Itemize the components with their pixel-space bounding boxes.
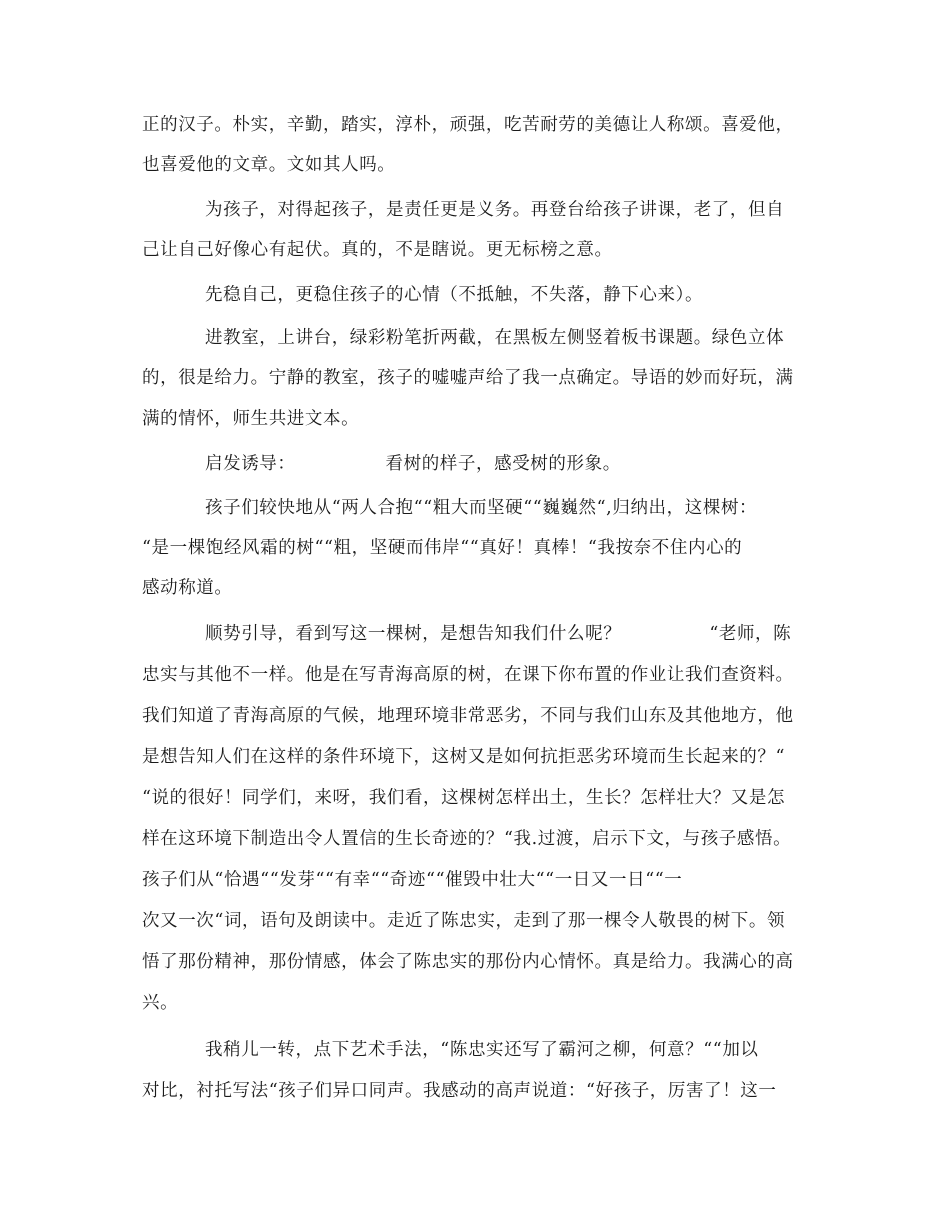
text-line: 样在这环境下制造出令人置信的生长奇迹的？“我.过渡，启示下文，与孩子感悟。	[142, 829, 792, 849]
answer-start: “老师，陈	[709, 624, 792, 644]
text-line: “是一棵饱经风霜的树““粗，坚硬而伟岸““真好！真棒！“我按奈不住内心的	[142, 538, 743, 558]
text-line: 的，很是给力。宁静的教室，孩子的嘘嘘声给了我一点确定。导语的妙而好玩，满	[142, 368, 794, 388]
paragraph-first-line: 进教室，上讲台，绿彩粉笔折两截，在黑板左侧竖着板书课题。绿色立体	[205, 328, 785, 348]
paragraph-first-line: 先稳自己，更稳住孩子的心情（不抵触，不失落，静下心来）。	[205, 285, 704, 305]
paragraph-first-line: 孩子们较快地从“两人合抱““粗大而坚硬““巍巍然“,归纳出，这棵树：	[205, 498, 758, 518]
text-line: 感动称道。	[142, 578, 233, 598]
text-line: 我们知道了青海高原的气候，地理环境非常恶劣，不同与我们山东及其他地方，他	[142, 706, 794, 726]
paragraph-first-line	[205, 623, 791, 645]
text-line: 次又一次“词，语句及朗读中。走近了陈忠实，走到了那一棵令人敬畏的树下。领	[142, 911, 786, 931]
paragraph-first-line: 为孩子，对得起孩子，是责任更是义务。再登台给孩子讲课，老了，但自	[205, 200, 785, 220]
text-line: 正的汉子。朴实，辛勤，踏实，淳朴，顽强，吃苦耐劳的美德让人称颂。喜爱他，	[142, 115, 794, 135]
text-line: 也喜爱他的文章。文如其人吗。	[142, 155, 396, 175]
text-line: 悟了那份精神，那份情感，体会了陈忠实的那份内心情怀。真是给力。我满心的高	[142, 952, 794, 972]
text-line: “说的很好！同学们，来呀，我们看，这棵树怎样出土，生长？怎样壮大？又是怎	[142, 788, 786, 808]
prompt-text: 看树的样子，感受树的形象。	[385, 454, 621, 474]
text-line: 忠实与其他不一样。他是在写青海高原的树，在课下你布置的作业让我们查资料。	[142, 665, 794, 685]
text-line: 对比，衬托写法“孩子们异口同声。我感动的高声说道：“好孩子，厉害了！这一	[142, 1081, 777, 1101]
text-line: 满的情怀，师生共进文本。	[142, 409, 360, 429]
paragraph-first-line: 我稍儿一转，点下艺术手法，“陈忠实还写了霸河之柳，何意？““加以	[205, 1040, 759, 1060]
text-line: 己让自己好像心有起伏。真的，不是瞎说。更无标榜之意。	[142, 240, 613, 260]
question-text: 顺势引导，看到写这一棵树，是想告知我们什么呢？	[205, 624, 622, 644]
text-line: 兴。	[142, 993, 179, 1013]
text-line: 是想告知人们在这样的条件环境下，这树又是如何抗拒恶劣环境而生长起来的？“	[142, 747, 786, 767]
text-line: 孩子们从“恰遇““发芽““有幸““奇迹““催毁中壮大““一日又一日““一	[142, 870, 683, 890]
paragraph-first-line	[205, 453, 621, 475]
prompt-label: 启发诱导：	[205, 454, 296, 474]
